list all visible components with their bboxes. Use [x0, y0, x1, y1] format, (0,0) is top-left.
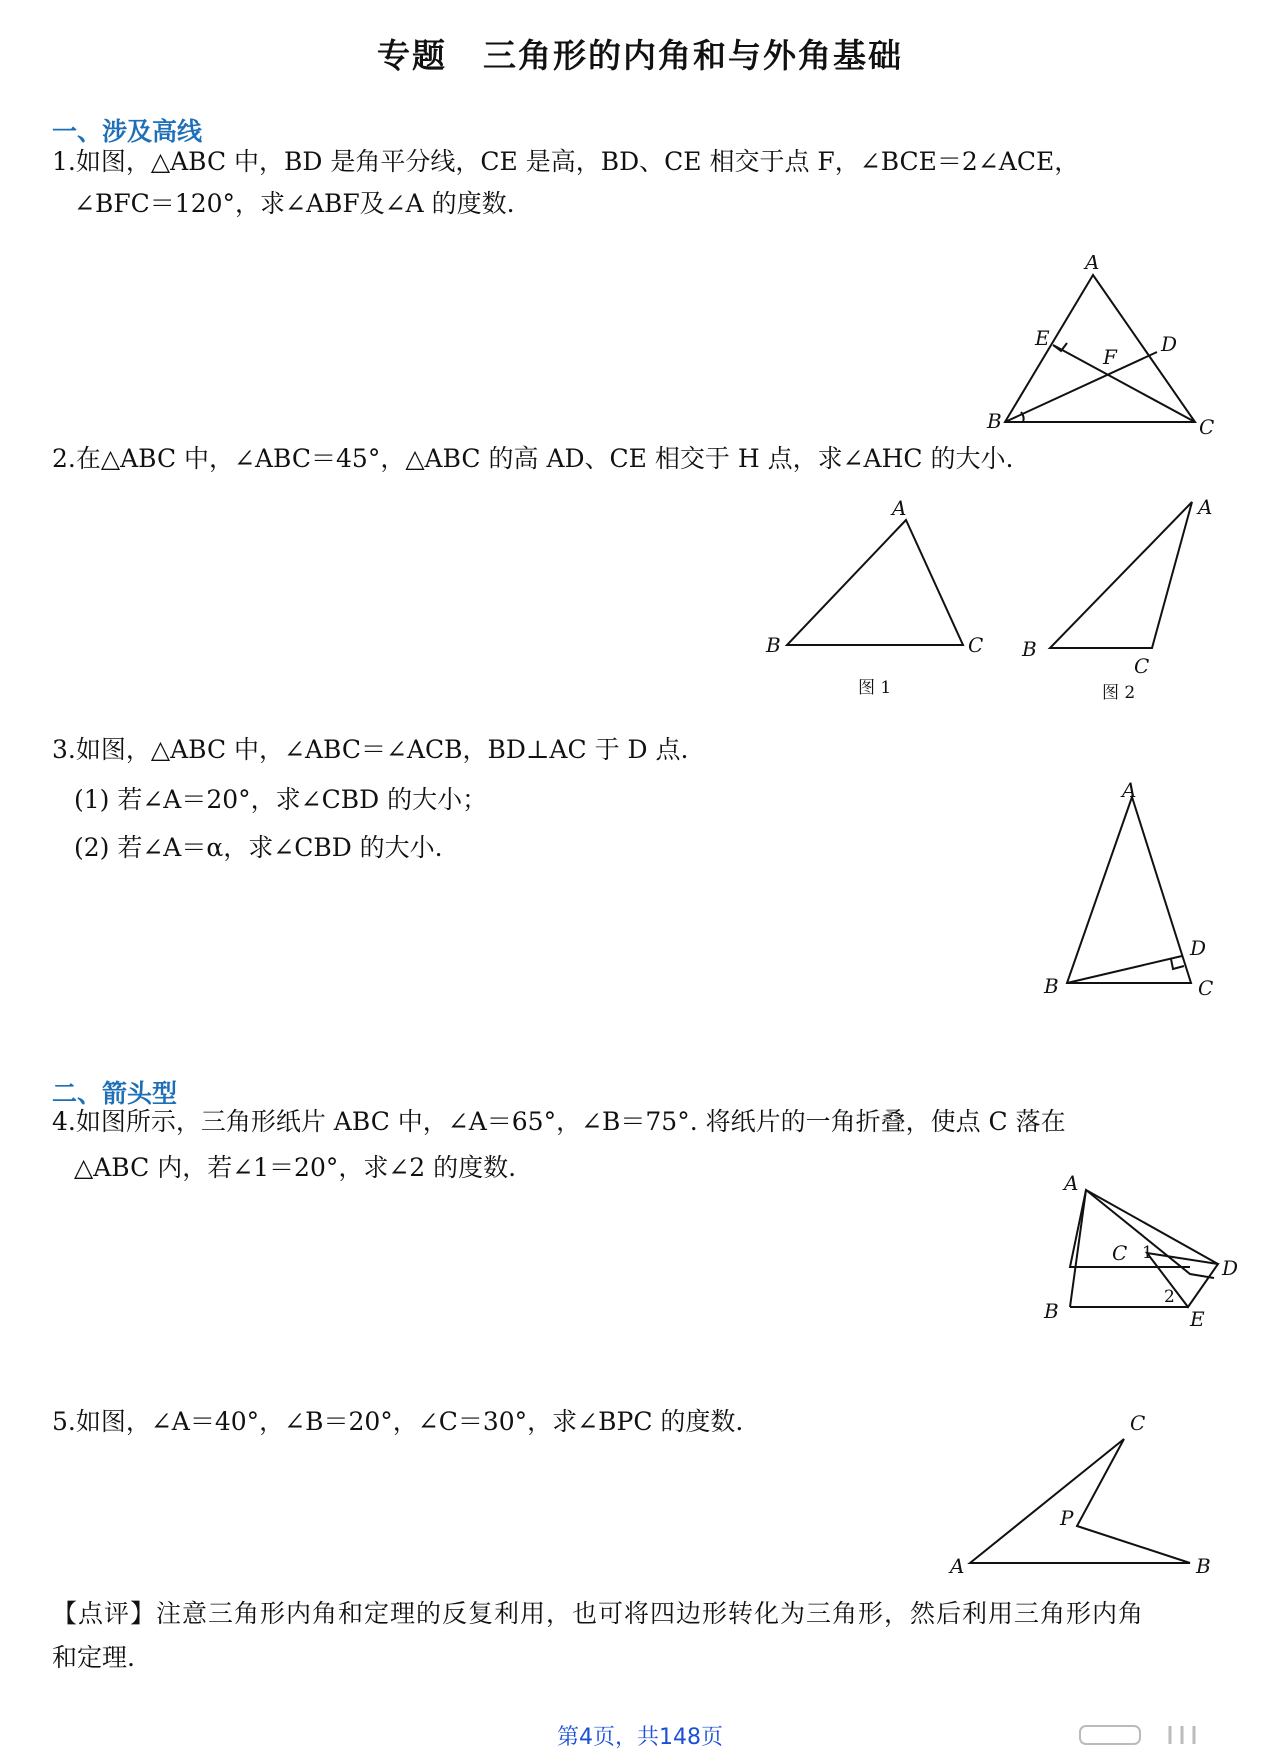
q5-arrow-quadrilateral — [970, 1439, 1190, 1563]
watermark-graphic — [1040, 1722, 1240, 1748]
comment-line2: 和定理. — [52, 1643, 135, 1672]
q1-label-b: B — [987, 409, 1002, 433]
q4-angle-1: 1 — [1142, 1243, 1153, 1263]
q5-text-line1: 5.如图，∠A＝40°，∠B＝20°，∠C＝30°，求∠BPC 的度数. — [52, 1407, 744, 1436]
q1-label-a: A — [1085, 255, 1100, 274]
q3-perpendicular-bd — [1067, 956, 1182, 983]
q5-label-b: B — [1196, 1554, 1211, 1578]
title-name: 三角形的内角和与外角基础 — [483, 36, 903, 75]
q2-fig1-label-b: B — [766, 633, 781, 657]
q4-label-d: D — [1222, 1256, 1239, 1280]
q4-folded-corner — [1147, 1253, 1218, 1307]
q3-sub2: (2) 若∠A＝α，求∠CBD 的大小. — [74, 833, 443, 862]
q1-label-c: C — [1199, 415, 1215, 439]
q3-triangle — [1067, 797, 1191, 983]
q1-label-d: D — [1161, 332, 1178, 356]
q2-fig1-triangle — [787, 520, 963, 645]
q5-label-p: P — [1060, 1506, 1074, 1530]
q4-label-a: A — [1064, 1171, 1079, 1195]
q2-fig2-caption: 图 2 — [1102, 683, 1136, 703]
q5-label-c: C — [1130, 1411, 1146, 1435]
q3-label-b: B — [1044, 974, 1059, 998]
q3-figure — [1030, 775, 1230, 1005]
q1-text-line1: 1.如图，△ABC 中，BD 是角平分线，CE 是高，BD、CE 相交于点 F，∠BCE＝2∠ACE， — [52, 147, 1080, 176]
q1-text-line2: ∠BFC＝120°，求∠ABF及∠A 的度数. — [74, 189, 515, 218]
q1-label-f: F — [1103, 345, 1117, 369]
q4-text-line1: 4.如图所示，三角形纸片 ABC 中，∠A＝65°，∠B＝75°. 将纸片的一角折叠，使点 C 落在 — [52, 1107, 1066, 1136]
q2-fig1-label-c: C — [968, 633, 984, 657]
q1-altitude-ce — [1053, 345, 1195, 422]
q2-fig2-label-b: B — [1022, 637, 1037, 661]
q4-figure — [1030, 1170, 1245, 1330]
q2-figure-1 — [760, 495, 1000, 710]
q5-figure — [940, 1395, 1225, 1585]
q4-label-e: E — [1190, 1307, 1205, 1330]
page-indicator: 第4页，共148页 — [557, 1725, 723, 1750]
q3-text-line1: 3.如图，△ABC 中，∠ABC＝∠ACB，BD⊥AC 于 D 点. — [52, 735, 689, 764]
q3-label-a: A — [1122, 778, 1137, 802]
section-heading-arrow: 二、箭头型 — [52, 1079, 178, 1108]
section-heading-altitude: 一、涉及高线 — [52, 117, 203, 146]
q1-figure — [985, 255, 1225, 450]
q2-fig2-label-c: C — [1134, 654, 1150, 678]
q2-fig2-label-a: A — [1198, 495, 1213, 519]
q2-fig2-triangle — [1050, 502, 1192, 648]
q1-bisector-bd — [1005, 352, 1157, 422]
q4-label-b: B — [1044, 1299, 1059, 1323]
q3-label-c: C — [1198, 976, 1214, 1000]
page-title — [0, 30, 1280, 77]
q4-label-c: C — [1112, 1241, 1128, 1265]
q4-side-ab — [1070, 1190, 1086, 1307]
q5-label-a: A — [950, 1554, 965, 1578]
q4-text-line2: △ABC 内，若∠1＝20°，求∠2 的度数. — [74, 1153, 517, 1182]
q3-sub1: (1) 若∠A＝20°，求∠CBD 的大小； — [74, 785, 488, 814]
q1-label-e: E — [1035, 326, 1050, 350]
title-topic: 专题 — [377, 36, 447, 75]
q4-paper-outline — [1070, 1190, 1214, 1278]
comment-line1: 【点评】注意三角形内角和定理的反复利用，也可将四边形转化为三角形，然后利用三角形内角 — [52, 1599, 1145, 1628]
q2-fig1-caption: 图 1 — [858, 678, 892, 698]
q3-label-d: D — [1190, 936, 1207, 960]
q4-angle-2: 2 — [1164, 1287, 1175, 1307]
q1-right-angle-mark — [1053, 343, 1067, 351]
q3-right-angle-mark — [1171, 959, 1184, 969]
q2-text-line1: 2.在△ABC 中，∠ABC＝45°，△ABC 的高 AD、CE 相交于 H 点，求∠AHC 的大小. — [52, 444, 1014, 473]
q2-figure-2 — [1010, 490, 1250, 715]
q2-fig1-label-a: A — [892, 496, 907, 520]
